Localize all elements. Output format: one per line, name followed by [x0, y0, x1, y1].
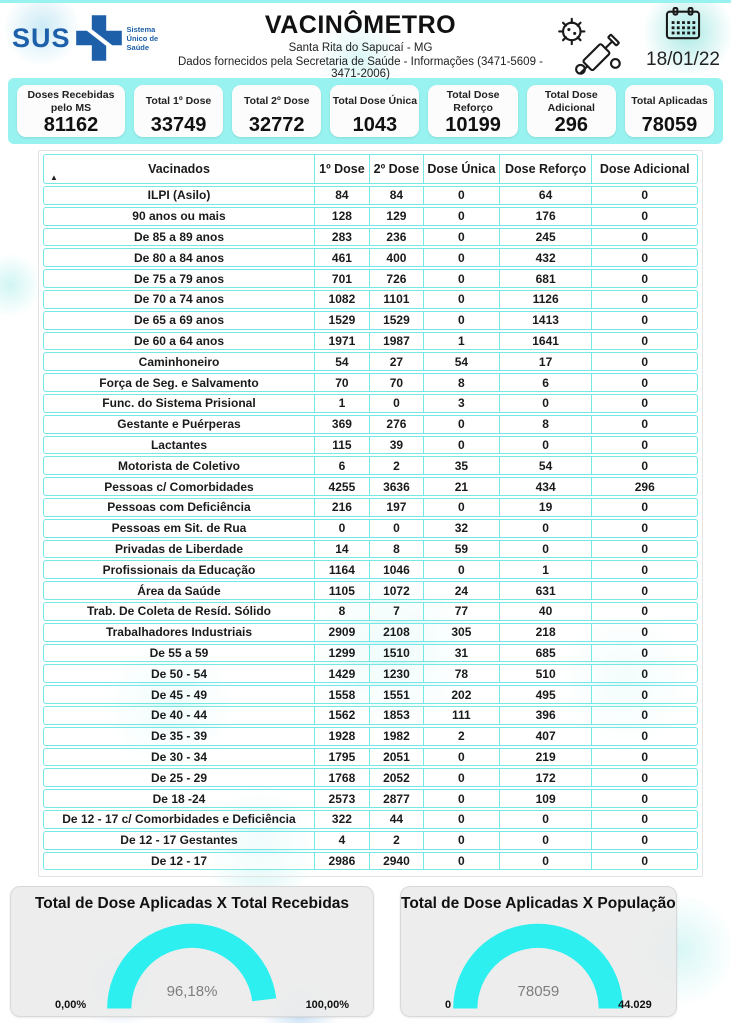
- row-dose1: 128: [315, 208, 370, 225]
- table-row[interactable]: [43, 581, 698, 600]
- calendar-icon: [664, 7, 702, 41]
- sus-logo: [12, 13, 171, 63]
- row-dose-adicional: 0: [641, 417, 649, 432]
- row-dose2: 1072: [370, 582, 424, 599]
- report-date: 18/01/22: [646, 49, 720, 70]
- row-dose-reforco: 1: [500, 561, 593, 578]
- table-row[interactable]: [43, 269, 698, 288]
- row-dose2: 400: [370, 249, 424, 266]
- row-dose1: 1971: [315, 333, 370, 350]
- row-dose-adicional: 0: [641, 729, 649, 744]
- column-header-dose1[interactable]: 1º Dose: [315, 155, 370, 183]
- row-dose1: 1529: [315, 312, 370, 329]
- table-header-row: [43, 154, 698, 184]
- table-row[interactable]: [43, 498, 698, 517]
- row-dose-adicional: 0: [641, 292, 649, 307]
- row-dose-reforco: 219: [500, 749, 593, 766]
- row-label: Lactantes: [44, 437, 315, 454]
- row-dose2: 2: [370, 832, 424, 849]
- row-dose-unica: 0: [424, 790, 500, 807]
- row-dose-adicional: 0: [641, 770, 649, 785]
- row-dose-adicional: 0: [641, 437, 649, 452]
- row-label: De 35 - 39: [44, 728, 315, 745]
- row-dose-unica: 35: [424, 457, 500, 474]
- row-dose-reforco: 681: [500, 270, 593, 287]
- row-dose2: 2108: [370, 624, 424, 641]
- summary-card: [17, 85, 125, 137]
- row-dose-unica: 0: [424, 270, 500, 287]
- table-row[interactable]: [43, 456, 698, 475]
- row-label: Gestante e Puérperas: [44, 416, 315, 433]
- row-dose1: 1562: [315, 707, 370, 724]
- summary-card-label: Total 1º Dose: [145, 95, 212, 108]
- row-dose1: 461: [315, 249, 370, 266]
- row-dose2: 1101: [370, 291, 424, 308]
- row-dose-reforco: 396: [500, 707, 593, 724]
- row-dose-adicional: 0: [641, 604, 649, 619]
- gauge-title: Total de Dose Aplicadas X Total Recebidas: [34, 895, 350, 913]
- row-label: ILPI (Asilo): [44, 187, 315, 204]
- row-label: Func. do Sistema Prisional: [44, 395, 315, 412]
- row-label: De 45 - 49: [44, 686, 315, 703]
- row-dose2: 39: [370, 437, 424, 454]
- row-dose-reforco: 407: [500, 728, 593, 745]
- row-dose-adicional: 0: [641, 313, 649, 328]
- row-dose2: 1510: [370, 645, 424, 662]
- row-dose-reforco: 1641: [500, 333, 593, 350]
- row-dose1: 54: [315, 353, 370, 370]
- row-dose1: 2573: [315, 790, 370, 807]
- row-label: De 40 - 44: [44, 707, 315, 724]
- gauge-max-label: 44.029: [618, 999, 652, 1012]
- row-dose-adicional: 0: [641, 666, 649, 681]
- row-dose2: 1982: [370, 728, 424, 745]
- row-dose-reforco: 510: [500, 665, 593, 682]
- sus-logo-tagline: Sistema Único de Saúde: [126, 24, 159, 52]
- row-dose1: 1928: [315, 728, 370, 745]
- row-dose-reforco: 245: [500, 229, 593, 246]
- table-row[interactable]: [43, 768, 698, 787]
- row-dose-adicional: 0: [641, 833, 649, 848]
- row-label: De 12 - 17: [44, 853, 315, 870]
- row-dose-reforco: 17: [500, 353, 593, 370]
- row-dose-reforco: 0: [500, 541, 593, 558]
- table-row[interactable]: [43, 602, 698, 621]
- table-row[interactable]: [43, 332, 698, 351]
- row-dose-adicional: 0: [641, 853, 649, 868]
- row-label: De 18 -24: [44, 790, 315, 807]
- row-label: Trabalhadores Industriais: [44, 624, 315, 641]
- row-dose-reforco: 432: [500, 249, 593, 266]
- gauge-min-label: 0,00%: [55, 999, 87, 1012]
- row-dose1: 1429: [315, 665, 370, 682]
- row-dose-reforco: 64: [500, 187, 593, 204]
- summary-card-label: Total Dose Adicional: [544, 89, 598, 114]
- row-dose-unica: 1: [424, 333, 500, 350]
- row-label: De 75 a 79 anos: [44, 270, 315, 287]
- row-dose-adicional: 0: [641, 645, 649, 660]
- row-dose-adicional: 0: [641, 354, 649, 369]
- table-row[interactable]: [43, 727, 698, 746]
- row-dose-unica: 31: [424, 645, 500, 662]
- row-dose-reforco: 0: [500, 395, 593, 412]
- row-dose-unica: 8: [424, 374, 500, 391]
- row-dose2: 0: [370, 395, 424, 412]
- row-dose-adicional: 0: [641, 229, 649, 244]
- row-dose-adicional: 0: [641, 541, 649, 556]
- summary-card-value: 78059: [641, 114, 698, 136]
- row-dose1: 0: [315, 520, 370, 537]
- row-dose-unica: 59: [424, 541, 500, 558]
- row-dose-unica: 32: [424, 520, 500, 537]
- row-dose2: 1853: [370, 707, 424, 724]
- row-dose-adicional: 0: [641, 375, 649, 390]
- gauge-card: [400, 886, 677, 1017]
- row-dose-reforco: 495: [500, 686, 593, 703]
- gauge-title: Total de Dose Aplicadas X População: [401, 895, 676, 913]
- row-dose-reforco: 1413: [500, 312, 593, 329]
- row-dose-adicional: 296: [634, 479, 655, 494]
- summary-card: [134, 85, 223, 137]
- row-dose-unica: 0: [424, 769, 500, 786]
- row-dose-unica: 305: [424, 624, 500, 641]
- row-dose1: 6: [315, 457, 370, 474]
- header-titles: [175, 11, 546, 80]
- summary-card-label: Doses Recebidas pelo MS: [27, 89, 115, 114]
- row-dose2: 1046: [370, 561, 424, 578]
- row-dose1: 216: [315, 499, 370, 516]
- row-dose-reforco: 172: [500, 769, 593, 786]
- row-dose2: 1529: [370, 312, 424, 329]
- row-dose-unica: 0: [424, 312, 500, 329]
- row-dose-adicional: 0: [641, 271, 649, 286]
- column-header-vacinados[interactable]: Vacinados ▲: [44, 155, 315, 183]
- table-row[interactable]: [43, 789, 698, 808]
- gauge-charts: [10, 886, 717, 1017]
- sort-ascending-icon[interactable]: ▲: [50, 173, 58, 182]
- table-row[interactable]: [43, 560, 698, 579]
- row-dose-unica: 0: [424, 229, 500, 246]
- summary-card-label: Total Dose Reforço: [446, 89, 500, 114]
- row-dose1: 8: [315, 603, 370, 620]
- gauge-value: 96,18%: [166, 983, 218, 1001]
- row-dose-reforco: 434: [500, 478, 593, 495]
- row-dose2: 2: [370, 457, 424, 474]
- row-dose-reforco: 19: [500, 499, 593, 516]
- row-dose2: 129: [370, 208, 424, 225]
- row-label: De 70 a 74 anos: [44, 291, 315, 308]
- row-label: De 12 - 17 Gestantes: [44, 832, 315, 849]
- gauge-card: [10, 886, 374, 1017]
- summary-cards: [8, 78, 723, 144]
- row-dose2: 84: [370, 187, 424, 204]
- row-dose-unica: 2: [424, 728, 500, 745]
- row-label: De 12 - 17 c/ Comorbidades e Deficiência: [44, 811, 315, 828]
- row-dose-adicional: 0: [641, 500, 649, 515]
- row-dose1: 1082: [315, 291, 370, 308]
- row-dose-adicional: 0: [641, 209, 649, 224]
- row-dose-adicional: 0: [641, 521, 649, 536]
- summary-card-label: Total Dose Única: [332, 95, 418, 108]
- row-dose-adicional: 0: [641, 188, 649, 203]
- table-row[interactable]: [43, 373, 698, 392]
- row-dose-unica: 0: [424, 811, 500, 828]
- row-dose1: 14: [315, 541, 370, 558]
- summary-card-value: 32772: [248, 114, 305, 136]
- row-dose-unica: 78: [424, 665, 500, 682]
- summary-card-value: 296: [554, 114, 588, 136]
- header-icons: [555, 7, 723, 82]
- row-dose1: 1299: [315, 645, 370, 662]
- table-row[interactable]: [43, 352, 698, 371]
- header: [0, 3, 731, 80]
- table-row[interactable]: [43, 311, 698, 330]
- row-dose-reforco: 218: [500, 624, 593, 641]
- row-dose-unica: 77: [424, 603, 500, 620]
- row-dose-unica: 0: [424, 499, 500, 516]
- row-dose1: 70: [315, 374, 370, 391]
- row-dose1: 4255: [315, 478, 370, 495]
- table-row[interactable]: [43, 228, 698, 247]
- column-header-dose-unica[interactable]: Dose Única: [424, 155, 500, 183]
- table-row[interactable]: [43, 415, 698, 434]
- page-title: VACINÔMETRO: [264, 11, 457, 39]
- row-label: Pessoas em Sit. de Rua: [44, 520, 315, 537]
- summary-card: [527, 85, 616, 137]
- summary-card-value: 33749: [150, 114, 207, 136]
- row-dose-unica: 0: [424, 208, 500, 225]
- row-dose-adicional: 0: [641, 562, 649, 577]
- row-dose-unica: 0: [424, 749, 500, 766]
- row-dose2: 2877: [370, 790, 424, 807]
- row-dose-reforco: 54: [500, 457, 593, 474]
- row-dose-unica: 111: [424, 707, 500, 724]
- row-dose1: 1768: [315, 769, 370, 786]
- column-header-dose-adicional[interactable]: Dose Adicional: [599, 162, 690, 176]
- row-dose2: 1987: [370, 333, 424, 350]
- row-label: De 60 a 64 anos: [44, 333, 315, 350]
- table-row[interactable]: [43, 436, 698, 455]
- row-label: De 50 - 54: [44, 665, 315, 682]
- table-row[interactable]: [43, 852, 698, 871]
- row-dose-unica: 0: [424, 853, 500, 870]
- summary-card-value: 10199: [445, 114, 501, 136]
- date-block: [643, 7, 723, 71]
- row-dose-adicional: 0: [641, 749, 649, 764]
- row-dose-reforco: 1126: [500, 291, 593, 308]
- row-dose-adicional: 0: [641, 812, 649, 827]
- summary-card: [428, 85, 517, 137]
- row-dose1: 115: [315, 437, 370, 454]
- subtitle-info: Dados fornecidos pela Secretaria de Saúde - Informações (3471-5609 - 3471-2006): [177, 56, 544, 80]
- row-dose2: 1230: [370, 665, 424, 682]
- row-dose-reforco: 0: [500, 832, 593, 849]
- table-row[interactable]: [43, 831, 698, 850]
- row-dose2: 2051: [370, 749, 424, 766]
- row-dose1: 1105: [315, 582, 370, 599]
- row-dose2: 27: [370, 353, 424, 370]
- row-dose2: 44: [370, 811, 424, 828]
- column-header-dose2[interactable]: 2º Dose: [370, 155, 424, 183]
- row-dose1: 1164: [315, 561, 370, 578]
- row-label: De 30 - 34: [44, 749, 315, 766]
- row-label: Privadas de Liberdade: [44, 541, 315, 558]
- table-row[interactable]: [43, 685, 698, 704]
- row-label: Profissionais da Educação: [44, 561, 315, 578]
- summary-card-value: 81162: [43, 114, 99, 136]
- summary-card-label: Total Aplicadas: [631, 95, 708, 108]
- row-label: Trab. De Coleta de Resíd. Sólido: [44, 603, 315, 620]
- row-dose-unica: 0: [424, 416, 500, 433]
- gauge-min-label: 0: [445, 999, 452, 1012]
- table-row[interactable]: [43, 540, 698, 559]
- row-dose-adicional: 0: [641, 250, 649, 265]
- row-dose-reforco: 6: [500, 374, 593, 391]
- row-dose1: 2909: [315, 624, 370, 641]
- row-label: De 25 - 29: [44, 769, 315, 786]
- row-dose-unica: 54: [424, 353, 500, 370]
- row-dose-adicional: 0: [641, 791, 649, 806]
- row-dose-unica: 0: [424, 832, 500, 849]
- summary-card-value: 1043: [352, 114, 398, 136]
- table-row[interactable]: [43, 623, 698, 642]
- table-row[interactable]: [43, 394, 698, 413]
- row-label: Força de Seg. e Salvamento: [44, 374, 315, 391]
- row-label: 90 anos ou mais: [44, 208, 315, 225]
- table-row[interactable]: [43, 248, 698, 267]
- row-dose-reforco: 176: [500, 208, 593, 225]
- row-label: De 55 a 59: [44, 645, 315, 662]
- subtitle-city: Santa Rita do Sapucaí - MG: [288, 42, 433, 54]
- row-dose-reforco: 685: [500, 645, 593, 662]
- row-dose-unica: 202: [424, 686, 500, 703]
- vaccination-table: [38, 150, 703, 877]
- row-dose1: 2986: [315, 853, 370, 870]
- row-dose2: 7: [370, 603, 424, 620]
- summary-card-label: Total 2º Dose: [243, 95, 310, 108]
- row-dose1: 1795: [315, 749, 370, 766]
- row-dose-unica: 0: [424, 187, 500, 204]
- summary-card: [232, 85, 321, 137]
- table-row[interactable]: [43, 810, 698, 829]
- gauge-max-label: 100,00%: [305, 999, 349, 1012]
- table-row[interactable]: [43, 664, 698, 683]
- row-dose-unica: 21: [424, 478, 500, 495]
- row-label: De 65 a 69 anos: [44, 312, 315, 329]
- row-dose2: 2940: [370, 853, 424, 870]
- row-dose-adicional: 0: [641, 396, 649, 411]
- column-header-dose-reforco[interactable]: Dose Reforço: [500, 155, 593, 183]
- table-row[interactable]: [43, 290, 698, 309]
- row-dose-unica: 0: [424, 437, 500, 454]
- row-dose-adicional: 0: [641, 333, 649, 348]
- row-dose-unica: 0: [424, 561, 500, 578]
- table-row[interactable]: [43, 519, 698, 538]
- row-label: Motorista de Coletivo: [44, 457, 315, 474]
- summary-card: [330, 85, 419, 137]
- table-row[interactable]: [43, 477, 698, 496]
- row-dose-adicional: 0: [641, 625, 649, 640]
- table-row[interactable]: [43, 207, 698, 226]
- sus-logo-text: SUS: [12, 22, 71, 53]
- row-dose-unica: 24: [424, 582, 500, 599]
- row-label: De 80 a 84 anos: [44, 249, 315, 266]
- row-dose2: 70: [370, 374, 424, 391]
- row-dose-unica: 3: [424, 395, 500, 412]
- row-dose-unica: 0: [424, 291, 500, 308]
- row-dose2: 276: [370, 416, 424, 433]
- row-dose-unica: 0: [424, 249, 500, 266]
- table-row[interactable]: [43, 644, 698, 663]
- row-dose-reforco: 109: [500, 790, 593, 807]
- row-dose-adicional: 0: [641, 708, 649, 723]
- row-dose-reforco: 0: [500, 437, 593, 454]
- row-label: Pessoas com Deficiência: [44, 499, 315, 516]
- row-dose-reforco: 631: [500, 582, 593, 599]
- row-dose2: 0: [370, 520, 424, 537]
- row-dose2: 8: [370, 541, 424, 558]
- row-dose2: 2052: [370, 769, 424, 786]
- row-dose2: 3636: [370, 478, 424, 495]
- row-label: De 85 a 89 anos: [44, 229, 315, 246]
- row-dose2: 1551: [370, 686, 424, 703]
- row-dose1: 322: [315, 811, 370, 828]
- row-dose1: 701: [315, 270, 370, 287]
- row-dose-adicional: 0: [641, 458, 649, 473]
- gauge-value: 78059: [517, 983, 560, 1001]
- row-label: Pessoas c/ Comorbidades: [44, 478, 315, 495]
- row-label: Caminhoneiro: [44, 353, 315, 370]
- row-dose1: 369: [315, 416, 370, 433]
- table-row[interactable]: [43, 186, 698, 205]
- row-dose-reforco: 8: [500, 416, 593, 433]
- row-dose2: 726: [370, 270, 424, 287]
- row-dose-adicional: 0: [641, 583, 649, 598]
- summary-card: [625, 85, 714, 137]
- table-row[interactable]: [43, 748, 698, 767]
- table-row[interactable]: [43, 706, 698, 725]
- row-dose1: 1558: [315, 686, 370, 703]
- row-label: Área da Saúde: [44, 582, 315, 599]
- row-dose1: 4: [315, 832, 370, 849]
- row-dose1: 84: [315, 187, 370, 204]
- row-dose-reforco: 40: [500, 603, 593, 620]
- row-dose2: 236: [370, 229, 424, 246]
- row-dose1: 1: [315, 395, 370, 412]
- row-dose2: 197: [370, 499, 424, 516]
- row-dose1: 283: [315, 229, 370, 246]
- row-dose-reforco: 0: [500, 520, 593, 537]
- row-dose-reforco: 0: [500, 853, 593, 870]
- row-dose-reforco: 0: [500, 811, 593, 828]
- row-dose-adicional: 0: [641, 687, 649, 702]
- syringe-virus-icon: [555, 15, 637, 82]
- sus-cross-icon: [75, 13, 123, 63]
